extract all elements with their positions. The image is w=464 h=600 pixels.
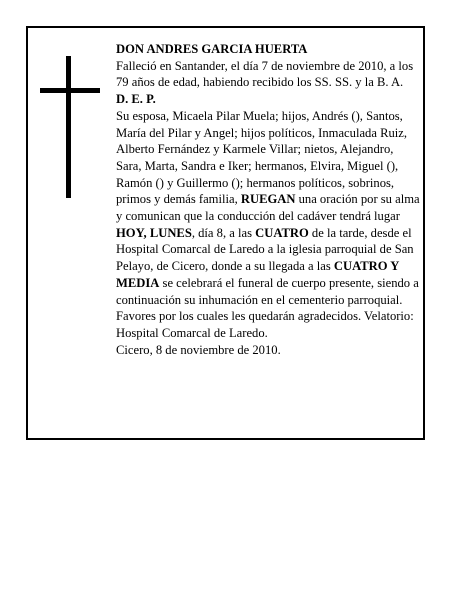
obituary-notice	[26, 26, 425, 440]
obituary-text	[116, 41, 421, 358]
body-text-1: una oración por su alma y comunican que la conducción del cadáver tendrá lugar	[116, 192, 420, 224]
body-text-4: se celebrará el funeral de cuerpo presente, siendo a continuación su inhumación en el cementerio parroquial. Favores por los cuales les quedarán agradecidos. Velatorio: Hospital Comarcal de Laredo.	[116, 275, 419, 340]
family-list: Su esposa, Micaela Pilar Muela; hijos, Andrés (), Santos, María del Pilar y Angel; hijos políticos, Inmaculada Ruiz, Alberto Fernández y Karmele Villar; nietos, Alejandro, Sara, Marta, Sandra e Iker; hermanos, Elvira, Miguel (), Ramón () y Guillermo (); hermanos políticos, sobrinos, primos y demás familia,	[116, 108, 407, 207]
death-info: Falleció en Santander, el día 7 de noviembre de 2010, a los 79 años de edad, habiendo recibido los SS. SS. y la B. A.	[116, 58, 414, 90]
time-emphasis-2: CUATRO Y MEDIA	[116, 259, 399, 290]
rip-heading: D. E. P.	[116, 92, 156, 107]
body-text-2: , día 8, a las	[191, 225, 256, 240]
day-emphasis: HOY, LUNES	[116, 225, 192, 240]
deceased-name: DON ANDRES GARCIA HUERTA	[116, 42, 308, 56]
place-date: Cicero, 8 de noviembre de 2010.	[116, 342, 281, 357]
ruegan-word: RUEGAN	[240, 192, 296, 207]
cross-icon	[40, 56, 100, 198]
announcement-body	[116, 108, 421, 342]
time-emphasis-1: CUATRO	[255, 225, 309, 240]
cross-horizontal-bar	[40, 88, 100, 93]
cross-vertical-bar	[66, 56, 71, 198]
body-text-3: de la tarde, desde el Hospital Comarcal de Laredo a la iglesia parroquial de San Pelayo, de Cicero, donde a su llegada a las	[116, 225, 414, 274]
